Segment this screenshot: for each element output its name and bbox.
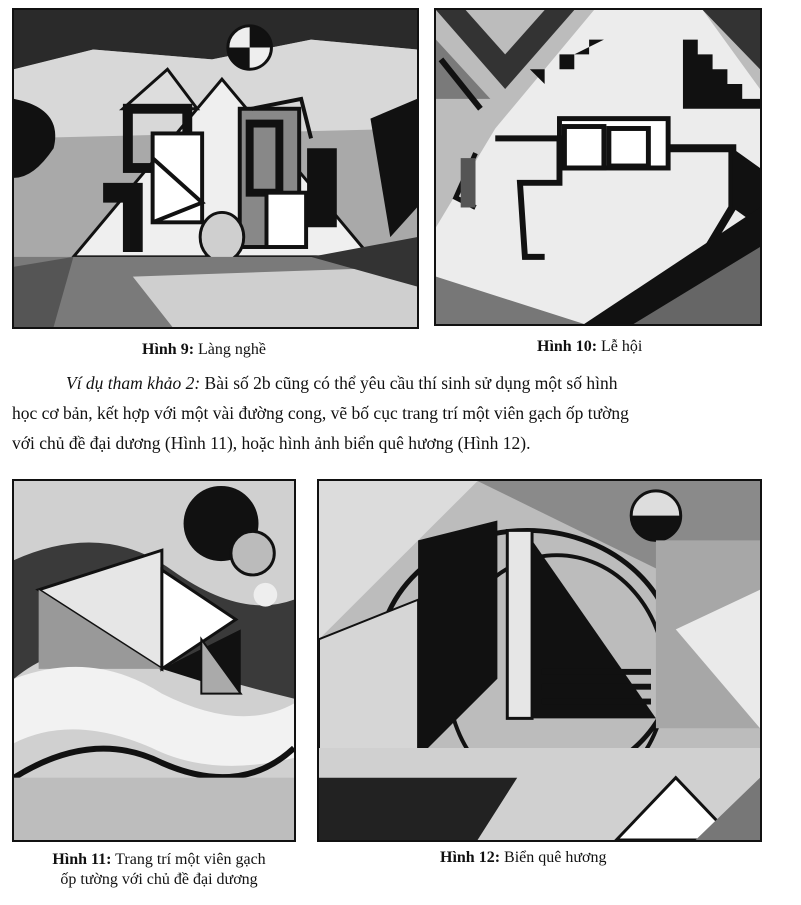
- figure-10-image: [434, 8, 762, 326]
- figure-11-caption-line-1: [24, 850, 294, 870]
- figure-11-title-1: Trang trí một viên gạch: [115, 851, 266, 868]
- figure-9-image: [12, 8, 419, 329]
- figure-9-label: Hình 9:: [142, 341, 195, 358]
- figure-12-caption: [440, 848, 606, 868]
- paragraph-text-1: Bài số 2b cũng có thể yêu cầu thí sinh sử dụng một số hình: [200, 373, 618, 393]
- figure-10-caption: [537, 337, 642, 357]
- figure-9-caption: [142, 340, 266, 360]
- figure-12-title: Biển quê hương: [504, 849, 607, 866]
- paragraph-line-3: với chủ đề đại dương (Hình 11), hoặc hình ảnh biển quê hương (Hình 12).: [12, 433, 531, 453]
- figure-12-label: Hình 12:: [440, 849, 501, 866]
- figure-11-title-2: ốp tường với chủ đề đại dương: [60, 871, 258, 888]
- figure-11-caption: [24, 850, 294, 890]
- paragraph-lead: Ví dụ tham khảo 2:: [66, 373, 201, 393]
- figure-10-label: Hình 10:: [537, 338, 598, 355]
- figure-10-title: Lễ hội: [601, 338, 643, 355]
- figure-11-label: Hình 11:: [52, 851, 112, 868]
- figure-11-image: [12, 479, 296, 842]
- paragraph-line-1: [12, 368, 792, 398]
- figure-12-image: [317, 479, 762, 842]
- paragraph-line-2: học cơ bản, kết hợp với một vài đường cong, vẽ bố cục trang trí một viên gạch ốp tường: [12, 403, 629, 423]
- figure-9-title: Làng nghề: [198, 341, 266, 358]
- reference-paragraph: [12, 368, 792, 458]
